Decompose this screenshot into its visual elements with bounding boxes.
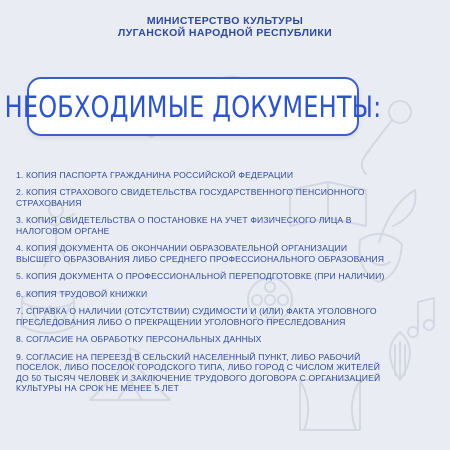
list-item-line: ПОСЕЛОК, ЛИБО ПОСЕЛОК ГОРОДСКОГО ТИПА, ЛИБО ГОРОД С ЧИСЛОМ ЖИТЕЛЕЙ (16, 362, 381, 373)
list-item-line: 4. КОПИЯ ДОКУМЕНТА ОБ ОКОНЧАНИИ ОБРАЗОВАТЕЛЬНОЙ ОРГАНИЗАЦИИ (16, 243, 348, 254)
list-item-line: ВЫСШЕГО ОБРАЗОВАНИЯ ЛИБО СРЕДНЕГО ПРОФЕССИОНАЛЬНОГО ОБРАЗОВАНИЯ (16, 253, 385, 264)
ministry-name-line2: ЛУГАНСКОЙ НАРОДНОЙ РЕСПУБЛИКИ (117, 27, 333, 39)
list-item (16, 215, 436, 236)
list-item (16, 289, 436, 300)
list-item-line: 5. КОПИЯ ДОКУМЕНТА О ПРОФЕССИОНАЛЬНОЙ ПЕРЕПОДГОТОВКЕ (ПРИ НАЛИЧИИ) (16, 271, 385, 282)
ministry-name-line1: МИНИСТЕРСТВО КУЛЬТУРЫ (146, 15, 304, 27)
list-item (16, 271, 436, 282)
list-item-line: 2. КОПИЯ СТРАХОВОГО СВИДЕТЕЛЬСТВА ГОСУДАРСТВЕННОГО ПЕНСИОННОГО (16, 187, 365, 198)
title-box (4, 77, 382, 136)
list-item-line: 7. СПРАВКА О НАЛИЧИИ (ОТСУТСТВИИ) СУДИМОСТИ И (ИЛИ) ФАКТА УГОЛОВНОГО (16, 306, 377, 317)
list-item-line: ДО 50 ТЫСЯЧ ЧЕЛОВЕК И ЗАКЛЮЧЕНИЕ ТРУДОВОГО ДОГОВОРА С ОРГАНИЗАЦИЕЙ (16, 372, 381, 383)
list-item-line: КУЛЬТУРЫ НА СРОК НЕ МЕНЕЕ 5 ЛЕТ (16, 383, 179, 394)
list-item (16, 170, 436, 181)
list-item (16, 243, 436, 264)
list-item (16, 306, 436, 327)
list-item (16, 352, 436, 394)
list-item-line: ПРЕСЛЕДОВАНИЯ ЛИБО О ПРЕКРАЩЕНИИ УГОЛОВНОГО ПРЕСЛЕДОВАНИЯ (16, 316, 346, 327)
list-item-line: 9. СОГЛАСИЕ НА ПЕРЕЕЗД В СЕЛЬСКИЙ НАСЕЛЕННЫЙ ПУНКТ, ЛИБО РАБОЧИЙ (16, 351, 361, 362)
list-item-line: 6. КОПИЯ ТРУДОВОЙ КНИЖКИ (16, 288, 148, 299)
documents-list (16, 170, 436, 401)
page-title: НЕОБХОДИМЫЕ ДОКУМЕНТЫ: (4, 89, 382, 124)
list-item (16, 334, 436, 345)
list-item (16, 187, 436, 208)
list-item-line: 1. КОПИЯ ПАСПОРТА ГРАЖДАНИНА РОССИЙСКОЙ ФЕДЕРАЦИИ (16, 170, 294, 180)
list-item-line: СТРАХОВАНИЯ (16, 197, 82, 208)
list-item-line: НАЛОГОВОМ ОРГАНЕ (16, 225, 110, 236)
list-item-line: 3. КОПИЯ СВИДЕТЕЛЬСТВА О ПОСТАНОВКЕ НА УЧЕТ ФИЗИЧЕСКОГО ЛИЦА В (16, 215, 352, 226)
list-item-line: 8. СОГЛАСИЕ НА ОБРАБОТКУ ПЕРСОНАЛЬНЫХ ДАННЫХ (16, 334, 262, 345)
ministry-header (0, 15, 450, 39)
